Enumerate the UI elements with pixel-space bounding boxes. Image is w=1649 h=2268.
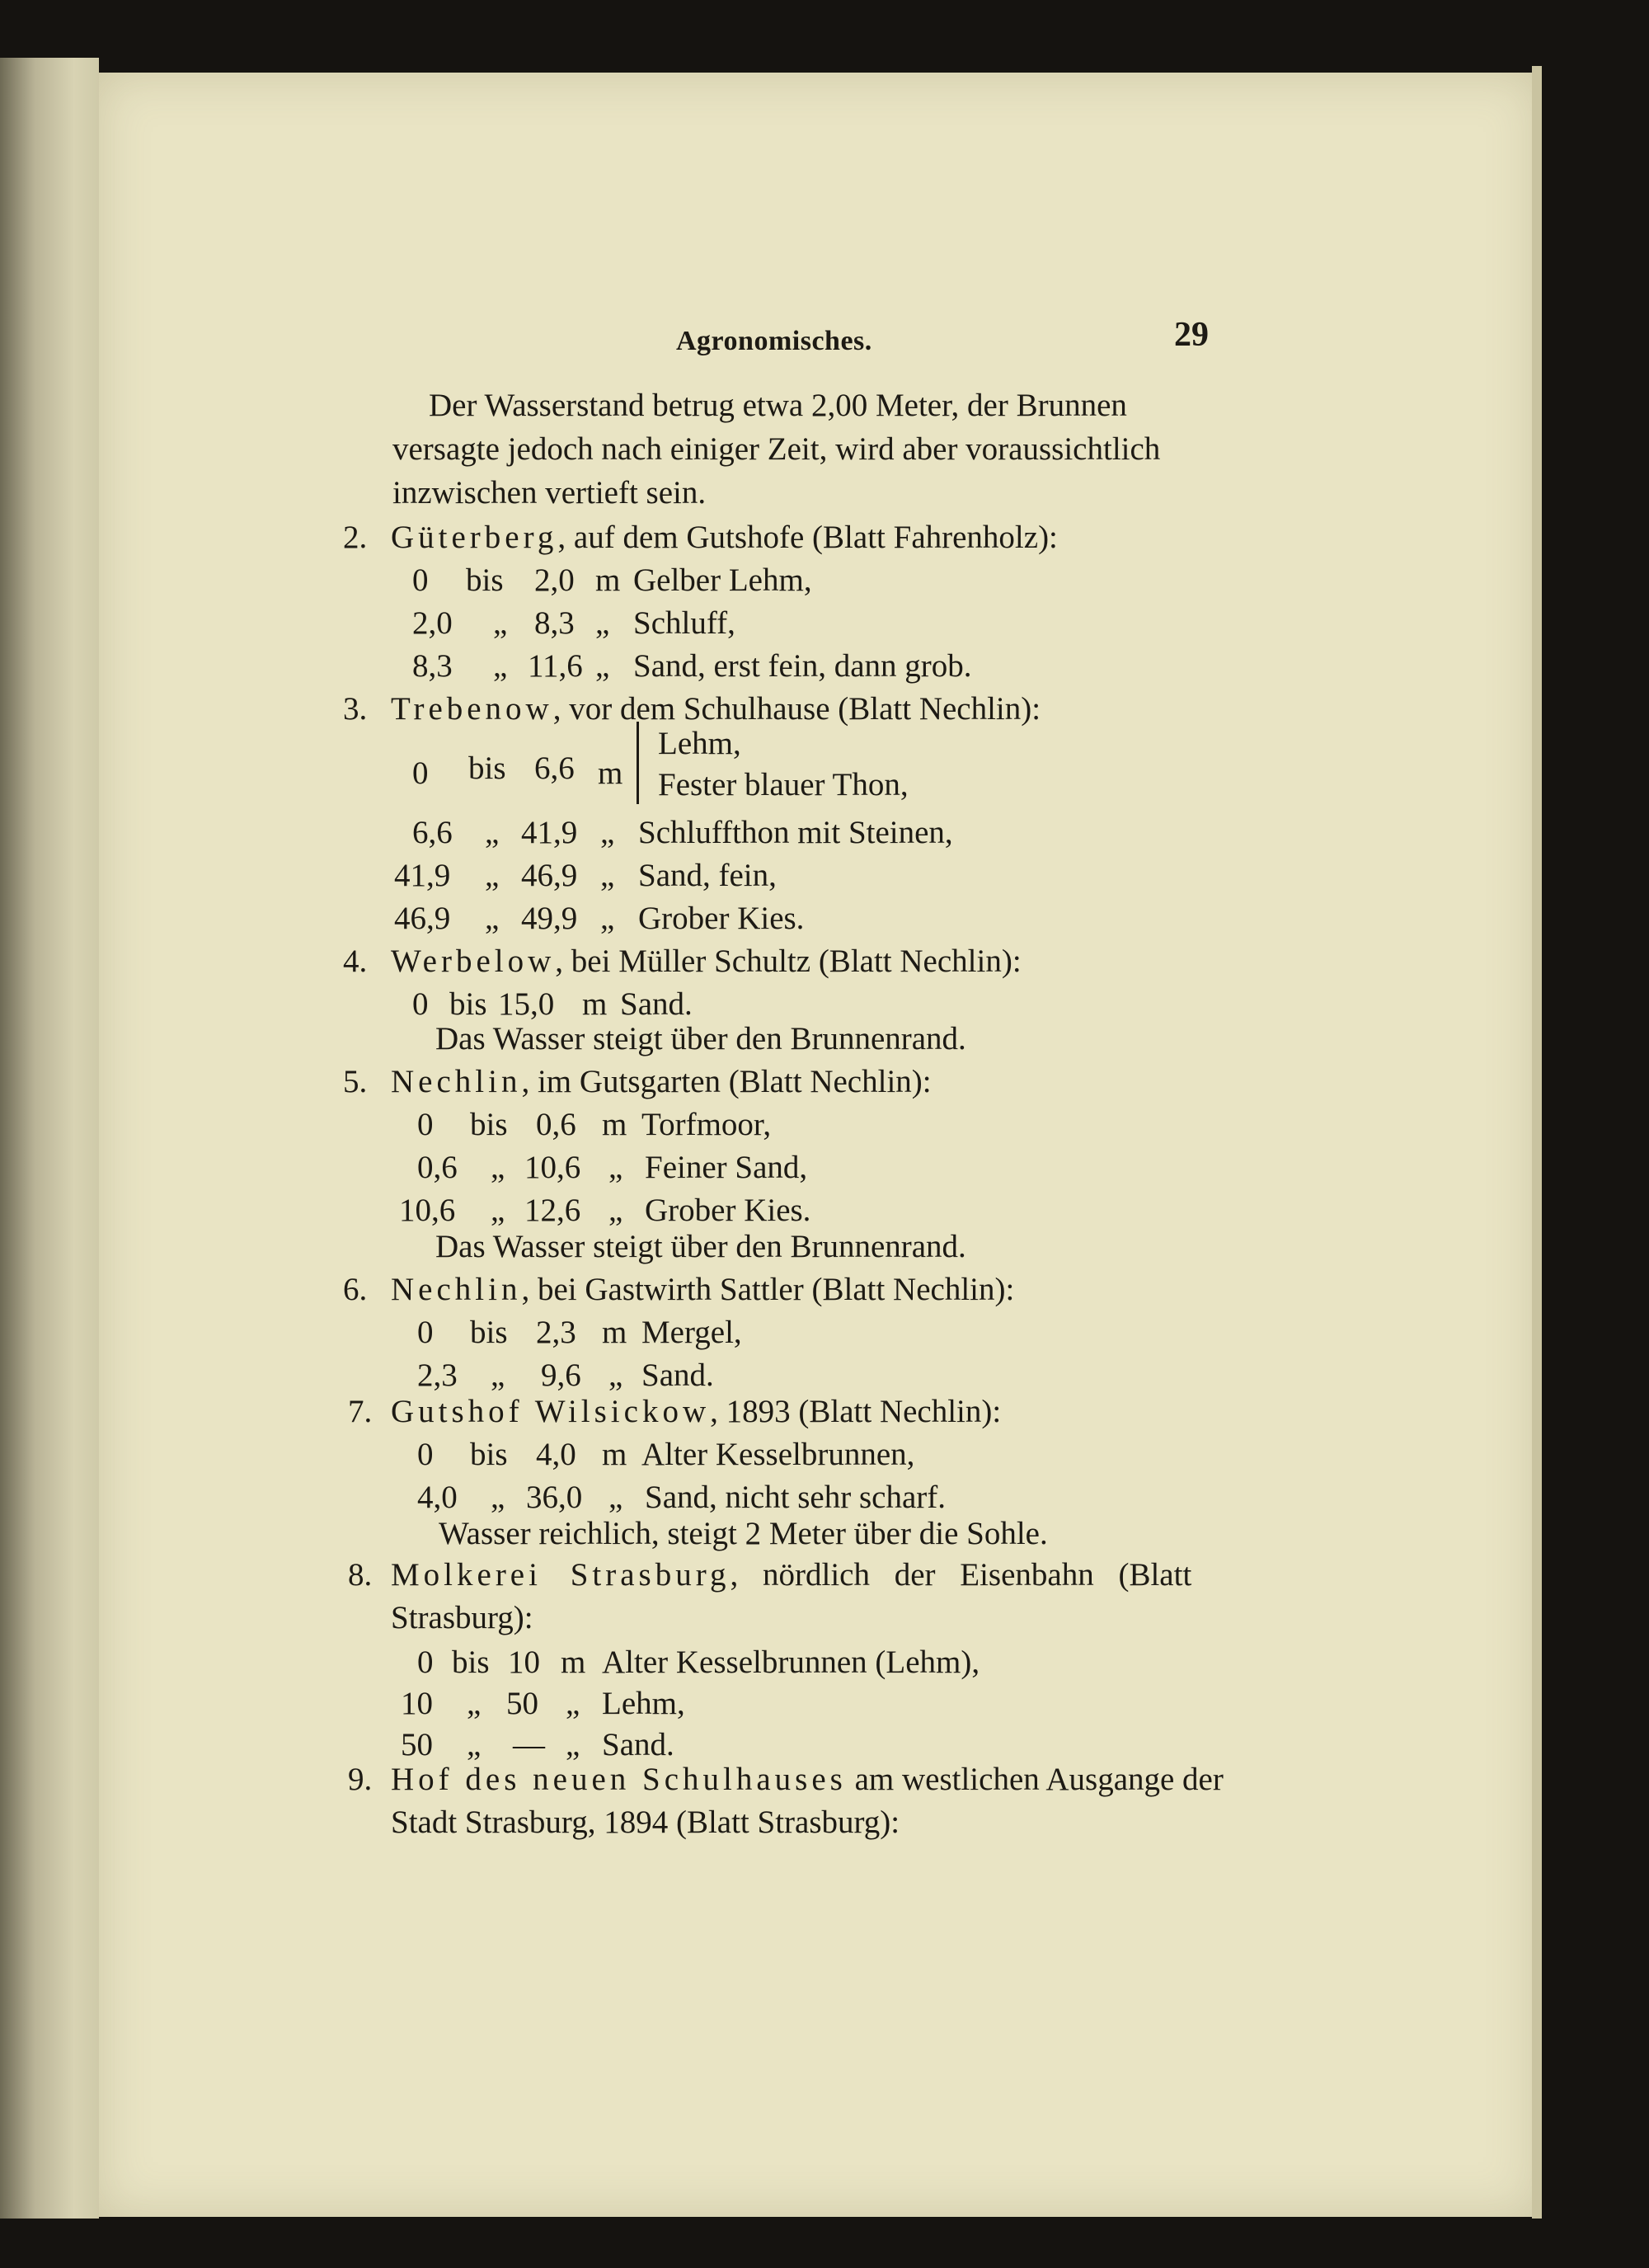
- row-desc-1: Lehm,: [658, 726, 741, 761]
- row-unit: m: [595, 562, 621, 598]
- row-to: 0,6: [536, 1107, 576, 1142]
- row-from: 0: [412, 986, 429, 1022]
- entry-number: 9.: [348, 1762, 373, 1797]
- row-sep: „: [491, 1193, 505, 1228]
- row-sep: „: [491, 1150, 505, 1185]
- row-from: 10: [401, 1686, 433, 1721]
- row-unit: m: [602, 1437, 627, 1472]
- row-desc: Feiner Sand,: [645, 1150, 808, 1185]
- entry-note: Das Wasser steigt über den Brunnenrand.: [435, 1021, 966, 1056]
- entry-number: 6.: [343, 1272, 368, 1307]
- entry-place: Nechlin: [391, 1272, 522, 1307]
- row-sep: „: [493, 648, 508, 684]
- intro-line-2: versagte jedoch nach einiger Zeit, wird aber voraussichtlich: [392, 431, 1161, 467]
- row-desc: Sand.: [620, 986, 693, 1022]
- row-from: 46,9: [394, 901, 451, 936]
- entry-number: 7.: [348, 1394, 373, 1429]
- row-unit: „: [600, 815, 615, 850]
- row-from: 0,6: [417, 1150, 458, 1185]
- row-unit: „: [566, 1727, 580, 1762]
- row-to: 36,0: [526, 1480, 583, 1515]
- row-sep: „: [493, 605, 508, 641]
- row-to: 10: [508, 1645, 540, 1680]
- row-from: 50: [401, 1727, 433, 1762]
- entry-number: 5.: [343, 1064, 368, 1099]
- row-from: 4,0: [417, 1480, 458, 1515]
- row-desc: Sand, fein,: [638, 858, 777, 893]
- row-to: 46,9: [521, 858, 578, 893]
- row-to: —: [513, 1727, 545, 1762]
- entry-place: Hof des neuen Schulhauses: [391, 1762, 847, 1797]
- row-unit: „: [608, 1480, 623, 1515]
- entry-place: Gutshof Wilsickow: [391, 1394, 711, 1429]
- row-unit: „: [608, 1193, 623, 1228]
- row-desc: Mergel,: [641, 1315, 742, 1350]
- row-from: 0: [417, 1107, 434, 1142]
- entry-number: 8.: [348, 1557, 373, 1593]
- row-sep: bis: [468, 751, 506, 786]
- entry-heading-rest: , auf dem Gutshofe (Blatt Fahrenholz):: [557, 520, 1058, 555]
- book-spine: [0, 58, 99, 2219]
- row-desc-2: Fester blauer Thon,: [658, 767, 909, 802]
- entry-heading: [391, 945, 1022, 977]
- intro-line-3: inzwischen vertieft sein.: [392, 475, 707, 511]
- row-desc: Sand.: [641, 1358, 714, 1393]
- row-desc: Torfmoor,: [641, 1107, 772, 1142]
- row-to: 8,3: [534, 605, 575, 641]
- row-from: 0: [412, 562, 429, 598]
- entry-number: 2.: [343, 520, 368, 555]
- row-to: 10,6: [524, 1150, 581, 1185]
- entry-heading-rest: , im Gutsgarten (Blatt Nechlin):: [521, 1064, 932, 1099]
- row-sep: „: [485, 815, 500, 850]
- row-sep: „: [467, 1727, 482, 1762]
- row-desc: Alter Kesselbrunnen (Lehm),: [602, 1645, 980, 1680]
- row-sep: „: [467, 1686, 482, 1721]
- row-to: 11,6: [528, 648, 583, 684]
- row-desc: Sand, nicht sehr scharf.: [645, 1480, 946, 1515]
- row-unit: „: [595, 648, 610, 684]
- row-to: 50: [506, 1686, 538, 1721]
- row-desc: Schluff,: [633, 605, 735, 641]
- row-sep: bis: [470, 1107, 508, 1142]
- row-desc: Gelber Lehm,: [633, 562, 812, 598]
- row-desc: Grober Kies.: [645, 1193, 811, 1228]
- row-sep: bis: [466, 562, 504, 598]
- row-from: 6,6: [412, 815, 453, 850]
- row-to: 49,9: [521, 901, 578, 936]
- entry-heading: [391, 1395, 1001, 1428]
- entry-place: Güterberg: [391, 520, 558, 555]
- entry-number: 3.: [343, 691, 368, 727]
- entry-heading: [391, 1066, 932, 1098]
- running-header: Agronomisches.: [676, 326, 872, 356]
- row-sep: „: [491, 1358, 505, 1393]
- row-desc: Schluffthon mit Steinen,: [638, 815, 953, 850]
- row-unit: „: [566, 1686, 580, 1721]
- entry-note: Das Wasser steigt über den Brunnenrand.: [435, 1229, 966, 1264]
- row-sep: bis: [470, 1437, 508, 1472]
- row-desc: Sand, erst fein, dann grob.: [633, 648, 972, 684]
- row-sep: „: [485, 858, 500, 893]
- row-unit: „: [595, 605, 610, 641]
- row-from: 8,3: [412, 648, 453, 684]
- entry-heading: [391, 1559, 1191, 1591]
- row-to: 2,3: [536, 1315, 576, 1350]
- row-sep: bis: [452, 1645, 490, 1680]
- entry-number: 4.: [343, 943, 368, 979]
- entry-heading-rest: , bei Gastwirth Sattler (Blatt Nechlin):: [521, 1272, 1015, 1307]
- entry-place: Trebenow: [391, 691, 553, 727]
- entry-heading-cont: Strasburg):: [391, 1600, 533, 1635]
- row-from: 2,0: [412, 605, 453, 641]
- row-unit: „: [600, 901, 615, 936]
- page-number: 29: [1174, 316, 1209, 354]
- row-desc: Lehm,: [602, 1686, 685, 1721]
- entry-heading-cont: Stadt Strasburg, 1894 (Blatt Strasburg):: [391, 1805, 900, 1840]
- row-desc: Grober Kies.: [638, 901, 805, 936]
- row-desc: Alter Kesselbrunnen,: [641, 1437, 915, 1472]
- row-from: 2,3: [417, 1358, 458, 1393]
- row-to: 15,0: [498, 986, 555, 1022]
- row-from: 0: [417, 1437, 434, 1472]
- entry-note: Wasser reichlich, steigt 2 Meter über die Sohle.: [439, 1516, 1048, 1551]
- row-desc: Sand.: [602, 1727, 674, 1762]
- row-from: 0: [417, 1645, 434, 1680]
- row-to: 41,9: [521, 815, 578, 850]
- entry-heading: [391, 521, 1058, 553]
- row-to: 6,6: [534, 751, 575, 786]
- row-to: 12,6: [524, 1193, 581, 1228]
- entry-place: Molkerei Strasburg: [391, 1557, 731, 1593]
- entry-heading-rest: , nördlich der Eisenbahn (Blatt: [730, 1557, 1192, 1593]
- row-to: 4,0: [536, 1437, 576, 1472]
- row-unit: „: [600, 858, 615, 893]
- entry-place: Nechlin: [391, 1064, 522, 1099]
- entry-heading: [391, 693, 1041, 725]
- row-unit: m: [602, 1107, 627, 1142]
- row-unit: m: [582, 986, 608, 1022]
- row-to: 2,0: [534, 562, 575, 598]
- entry-heading: [391, 1273, 1014, 1306]
- row-to: 9,6: [541, 1358, 581, 1393]
- row-from: 10,6: [399, 1193, 456, 1228]
- row-unit: „: [608, 1150, 623, 1185]
- row-from: 41,9: [394, 858, 451, 893]
- row-unit: „: [608, 1358, 623, 1393]
- entry-place: Werbelow: [391, 943, 556, 979]
- entry-heading-rest: , vor dem Schulhause (Blatt Nechlin):: [552, 691, 1041, 727]
- row-unit: m: [598, 755, 623, 791]
- entry-heading-rest: am westlichen Ausgange der: [846, 1762, 1224, 1797]
- intro-line-1: Der Wasserstand betrug etwa 2,00 Meter, der Brunnen: [429, 388, 1127, 423]
- brace: [637, 722, 639, 804]
- row-sep: „: [491, 1480, 505, 1515]
- row-from: 0: [417, 1315, 434, 1350]
- row-sep: „: [485, 901, 500, 936]
- entry-heading-rest: , bei Müller Schultz (Blatt Nechlin):: [555, 943, 1022, 979]
- entry-heading: [391, 1763, 1224, 1795]
- row-unit: m: [602, 1315, 627, 1350]
- row-unit: m: [561, 1645, 586, 1680]
- row-sep: bis: [470, 1315, 508, 1350]
- row-from: 0: [412, 755, 429, 791]
- row-sep: bis: [449, 986, 487, 1022]
- entry-heading-rest: , 1893 (Blatt Nechlin):: [710, 1394, 1002, 1429]
- page-edge: [1532, 66, 1542, 2219]
